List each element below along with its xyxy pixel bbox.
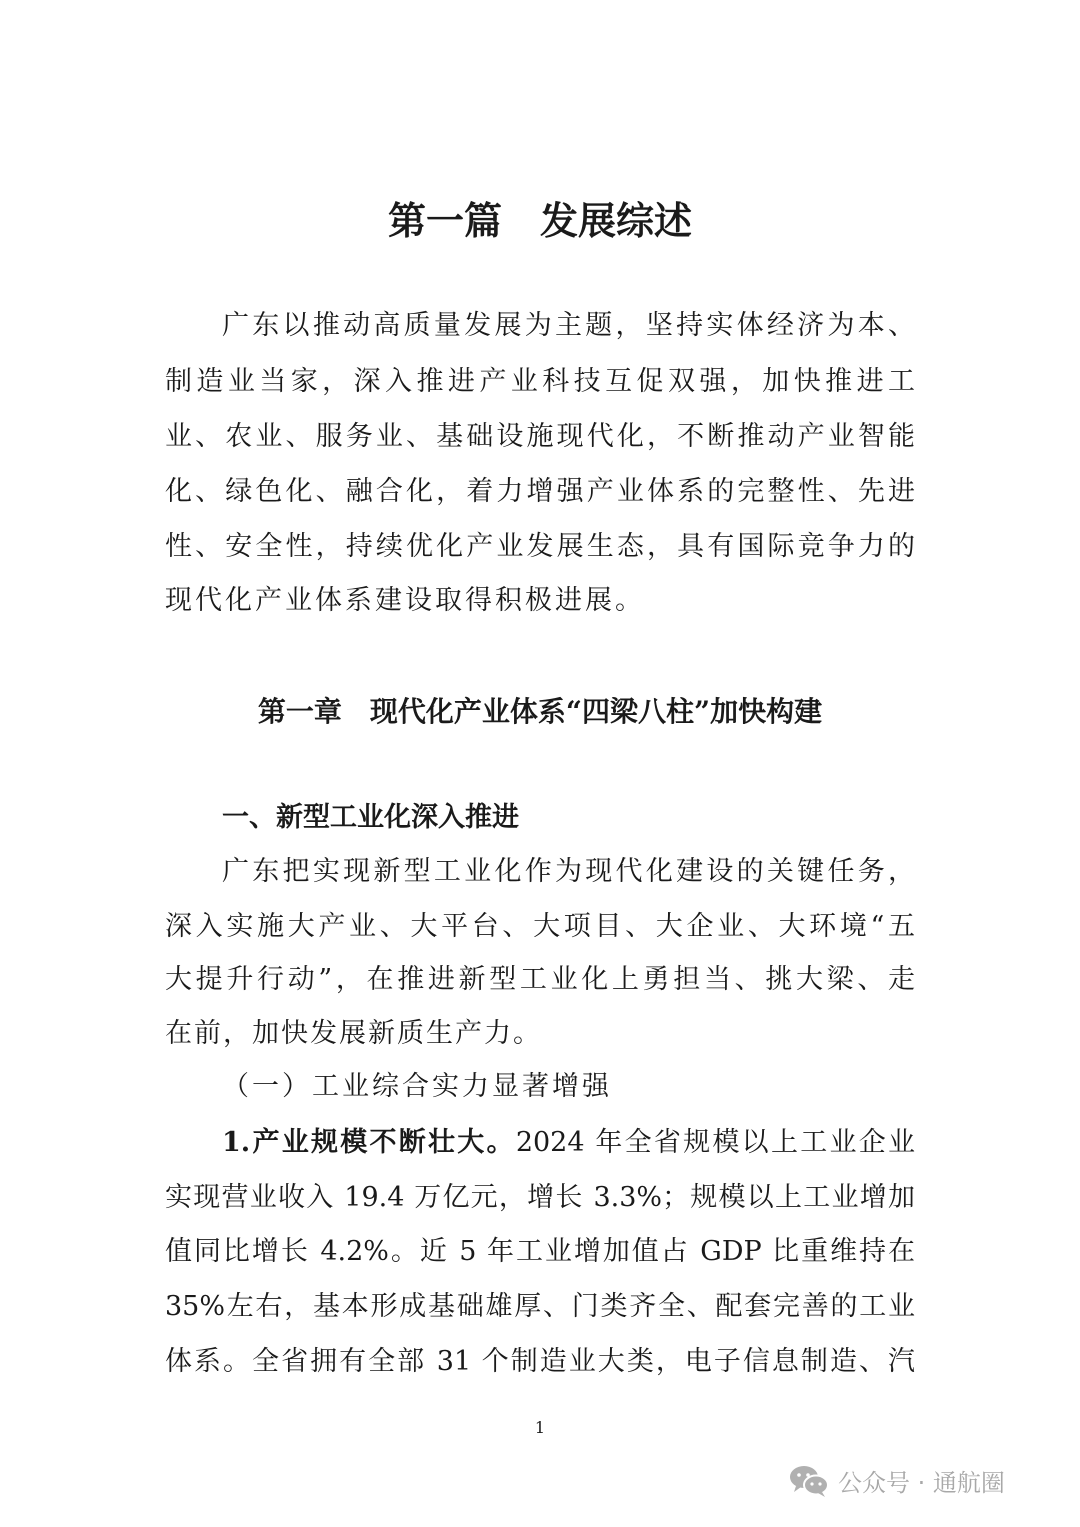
point1-lead: 1.产业规模不断壮大。 — [222, 1127, 516, 1158]
section-line: 广东把实现新型工业化作为现代化建设的关键任务， — [222, 856, 915, 887]
intro-line: 制造业当家，深入推进产业科技互促双强，加快推进工 — [165, 366, 915, 397]
watermark-text: 公众号 · 通航圈 — [838, 1469, 1005, 1497]
chapter-title: 第一章 现代化产业体系“四梁八柱”加快构建 — [257, 695, 823, 728]
part-title: 第一篇 发展综述 — [387, 198, 692, 243]
point1-line: 35%左右，基本形成基础雄厚、门类齐全、配套完善的工业 — [165, 1291, 915, 1322]
point1-line — [222, 1126, 915, 1160]
intro-line: 化、绿色化、融合化，着力增强产业体系的完整性、先进 — [165, 476, 915, 507]
subsection-title: （一）工业综合实力显著增强 — [222, 1071, 612, 1102]
point1-line: 体系。全省拥有全部 31 个制造业大类，电子信息制造、汽 — [165, 1346, 915, 1377]
section-line: 在前，加快发展新质生产力。 — [165, 1018, 542, 1049]
watermark — [788, 1463, 1005, 1498]
section-line: 大提升行动”，在推进新型工业化上勇担当、挑大梁、走 — [165, 964, 915, 995]
wechat-icon — [788, 1464, 830, 1498]
intro-line: 业、农业、服务业、基础设施现代化，不断推动产业智能 — [165, 421, 915, 452]
section-title: 一、新型工业化深入推进 — [222, 802, 519, 833]
intro-line: 现代化产业体系建设取得积极进展。 — [165, 585, 645, 616]
point1-text: 2024 年全省规模以上工业企业 — [515, 1127, 915, 1158]
intro-line: 广东以推动高质量发展为主题，坚持实体经济为本、 — [222, 310, 915, 341]
page-number: 1 — [534, 1418, 546, 1437]
section-line: 深入实施大产业、大平台、大项目、大企业、大环境“五 — [165, 911, 915, 942]
point1-line: 值同比增长 4.2%。近 5 年工业增加值占 GDP 比重维持在 — [165, 1236, 915, 1267]
intro-line: 性、安全性，持续优化产业发展生态，具有国际竞争力的 — [165, 531, 915, 562]
point1-line: 实现营业收入 19.4 万亿元，增长 3.3%；规模以上工业增加 — [165, 1182, 915, 1213]
